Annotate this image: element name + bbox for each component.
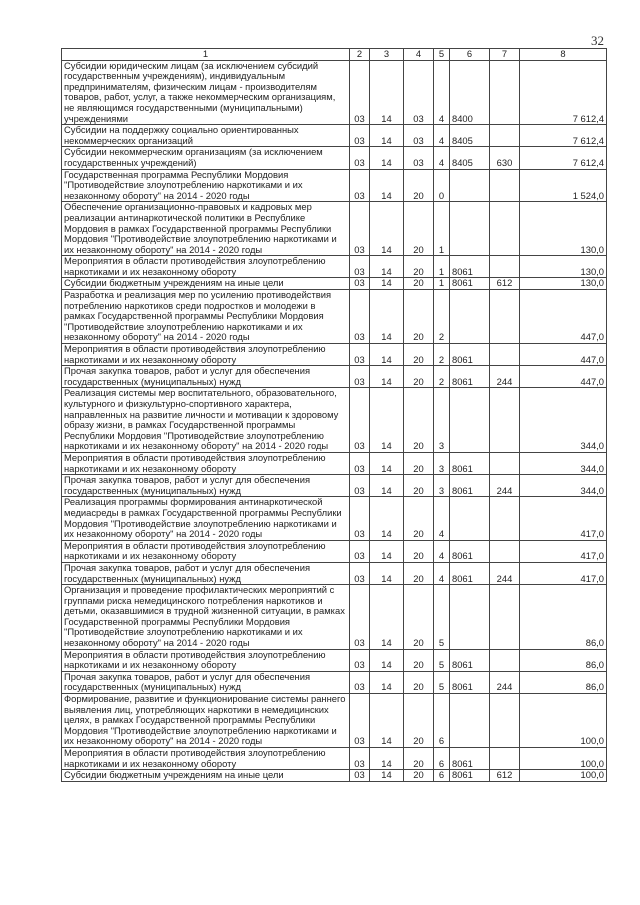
row-code-3: 14	[370, 497, 404, 540]
row-code-7	[490, 344, 520, 366]
row-code-2: 03	[350, 671, 370, 693]
row-code-2: 03	[350, 344, 370, 366]
row-name: Прочая закупка товаров, работ и услуг для обеспечения государственных (муниципальных) нужд	[62, 475, 350, 497]
row-name: Субсидии юридическим лицам (за исключением субсидий государственным учреждениям), индивидуальным предпринимателям, физическим лицам - производителям товаров, работ, услуг, а также некоммерческим организациям, не являющимся государственными (муниципальными) учреждениями	[62, 60, 350, 125]
row-code-4: 20	[404, 388, 434, 453]
table-row	[62, 366, 607, 388]
row-amount: 86,0	[520, 671, 607, 693]
row-code-4: 20	[404, 671, 434, 693]
row-amount: 417,0	[520, 497, 607, 540]
row-code-5: 4	[434, 562, 450, 584]
row-code-7	[490, 452, 520, 474]
row-code-2: 03	[350, 770, 370, 782]
row-code-4: 20	[404, 497, 434, 540]
row-code-2: 03	[350, 60, 370, 125]
row-code-2: 03	[350, 147, 370, 169]
row-code-7: 612	[490, 278, 520, 290]
row-code-6	[450, 497, 490, 540]
row-code-5: 4	[434, 540, 450, 562]
row-amount: 130,0	[520, 202, 607, 256]
row-code-6: 8061	[450, 540, 490, 562]
row-amount: 100,0	[520, 694, 607, 748]
row-code-2: 03	[350, 290, 370, 344]
table-row	[62, 748, 607, 770]
row-code-3: 14	[370, 585, 404, 650]
row-code-7	[490, 540, 520, 562]
row-code-3: 14	[370, 388, 404, 453]
row-code-2: 03	[350, 649, 370, 671]
row-code-7: 630	[490, 147, 520, 169]
row-code-5: 6	[434, 748, 450, 770]
row-code-6	[450, 202, 490, 256]
row-code-2: 03	[350, 366, 370, 388]
row-code-2: 03	[350, 475, 370, 497]
column-header: 7	[490, 49, 520, 61]
row-name: Организация и проведение профилактических мероприятий с группами риска немедицинского потребления наркотиков и детьми, оказавшимися в трудной жизненной ситуации, в рамках Государственной программы Республики Мордовия "Противодействие злоупотреблению наркотиками и их незаконному обороту" на 2014 - 2020 годы	[62, 585, 350, 650]
row-name: Субсидии бюджетным учреждениям на иные цели	[62, 278, 350, 290]
row-amount: 417,0	[520, 562, 607, 584]
row-code-5: 0	[434, 169, 450, 202]
row-code-2: 03	[350, 694, 370, 748]
row-code-3: 14	[370, 452, 404, 474]
table-row	[62, 125, 607, 147]
row-code-7: 244	[490, 475, 520, 497]
row-code-5: 5	[434, 671, 450, 693]
row-code-3: 14	[370, 344, 404, 366]
row-code-3: 14	[370, 278, 404, 290]
row-code-4: 20	[404, 770, 434, 782]
row-code-6	[450, 169, 490, 202]
row-name: Мероприятия в области противодействия злоупотреблению наркотиками и их незаконному обороту	[62, 748, 350, 770]
row-code-7	[490, 256, 520, 278]
row-code-7	[490, 202, 520, 256]
row-code-2: 03	[350, 202, 370, 256]
row-code-7	[490, 125, 520, 147]
table-row	[62, 770, 607, 782]
row-code-6	[450, 290, 490, 344]
row-code-7	[490, 748, 520, 770]
row-code-4: 03	[404, 125, 434, 147]
row-code-4: 20	[404, 290, 434, 344]
row-code-4: 20	[404, 649, 434, 671]
row-code-4: 20	[404, 540, 434, 562]
row-code-2: 03	[350, 585, 370, 650]
row-code-3: 14	[370, 649, 404, 671]
row-amount: 417,0	[520, 540, 607, 562]
row-code-3: 14	[370, 290, 404, 344]
table-row	[62, 694, 607, 748]
row-code-6: 8061	[450, 278, 490, 290]
row-code-6: 8061	[450, 649, 490, 671]
row-code-3: 14	[370, 562, 404, 584]
table-row	[62, 60, 607, 125]
row-code-7	[490, 60, 520, 125]
row-code-6: 8405	[450, 147, 490, 169]
row-code-2: 03	[350, 169, 370, 202]
row-code-4: 03	[404, 60, 434, 125]
row-amount: 447,0	[520, 290, 607, 344]
row-name: Субсидии на поддержку социально ориентированных некоммерческих организаций	[62, 125, 350, 147]
budget-table	[61, 48, 607, 782]
row-name: Мероприятия в области противодействия злоупотреблению наркотиками и их незаконному обороту	[62, 256, 350, 278]
row-code-4: 20	[404, 452, 434, 474]
header-row	[62, 49, 607, 61]
row-code-3: 14	[370, 147, 404, 169]
row-amount: 7 612,4	[520, 147, 607, 169]
row-code-6: 8400	[450, 60, 490, 125]
row-amount: 344,0	[520, 452, 607, 474]
row-code-6	[450, 388, 490, 453]
row-code-2: 03	[350, 540, 370, 562]
table-row	[62, 202, 607, 256]
column-header: 6	[450, 49, 490, 61]
row-amount: 344,0	[520, 388, 607, 453]
row-amount: 344,0	[520, 475, 607, 497]
row-code-3: 14	[370, 748, 404, 770]
row-code-2: 03	[350, 452, 370, 474]
table-row	[62, 452, 607, 474]
row-code-5: 1	[434, 256, 450, 278]
row-code-5: 3	[434, 388, 450, 453]
row-code-3: 14	[370, 671, 404, 693]
table-row	[62, 585, 607, 650]
table-row	[62, 388, 607, 453]
column-header: 3	[370, 49, 404, 61]
row-code-6: 8405	[450, 125, 490, 147]
table-row	[62, 147, 607, 169]
row-name: Формирование, развитие и функционирование системы раннего выявления лиц, употребляющих наркотики в немедицинских целях, в рамках Государственной программы Республики Мордовия "Противодействие злоупотреблению наркотиками и их незаконному обороту" на 2014 - 2020 годы	[62, 694, 350, 748]
row-code-4: 20	[404, 366, 434, 388]
row-code-4: 20	[404, 694, 434, 748]
row-code-7	[490, 388, 520, 453]
row-code-6	[450, 694, 490, 748]
row-name: Разработка и реализация мер по усилению противодействия потреблению наркотиков среди подростков и молодежи в рамках Государственной программы Республики Мордовия "Противодействие злоупотреблению наркотиками и их незаконному обороту" на 2014 - 2020 годы	[62, 290, 350, 344]
row-name: Мероприятия в области противодействия злоупотреблению наркотиками и их незаконному обороту	[62, 452, 350, 474]
row-code-7	[490, 169, 520, 202]
row-name: Субсидии некоммерческим организациям (за исключением государственных учреждений)	[62, 147, 350, 169]
row-code-4: 20	[404, 475, 434, 497]
table-row	[62, 256, 607, 278]
row-code-6: 8061	[450, 748, 490, 770]
row-name: Мероприятия в области противодействия злоупотреблению наркотиками и их незаконному обороту	[62, 649, 350, 671]
row-code-7: 244	[490, 366, 520, 388]
table-row	[62, 671, 607, 693]
row-code-2: 03	[350, 562, 370, 584]
table-row	[62, 649, 607, 671]
row-code-3: 14	[370, 475, 404, 497]
row-name: Мероприятия в области противодействия злоупотреблению наркотиками и их незаконному обороту	[62, 344, 350, 366]
row-name: Прочая закупка товаров, работ и услуг для обеспечения государственных (муниципальных) нужд	[62, 671, 350, 693]
column-header: 8	[520, 49, 607, 61]
row-code-2: 03	[350, 497, 370, 540]
row-code-5: 3	[434, 475, 450, 497]
table-row	[62, 344, 607, 366]
row-amount: 130,0	[520, 256, 607, 278]
row-code-5: 1	[434, 202, 450, 256]
row-name: Реализация системы мер воспитательного, образовательного, культурного и физкультурно-спортивного характера, направленных на развитие личности и мотивации к здоровому образу жизни, в рамках Государственной программы Республики Мордовия "Противодействие злоупотреблению наркотиками и их незаконному обороту" на 2014 - 2020 годы	[62, 388, 350, 453]
row-name: Мероприятия в области противодействия злоупотреблению наркотиками и их незаконному обороту	[62, 540, 350, 562]
row-code-2: 03	[350, 278, 370, 290]
row-amount: 447,0	[520, 366, 607, 388]
row-name: Обеспечение организационно-правовых и кадровых мер реализации антинаркотической политики в Республике Мордовия в рамках Государственной программы Республики Мордовия "Противодействие злоупотреблению наркотиками и их незаконному обороту" на 2014 - 2020 годы	[62, 202, 350, 256]
row-code-7: 612	[490, 770, 520, 782]
row-code-4: 20	[404, 562, 434, 584]
row-name: Прочая закупка товаров, работ и услуг для обеспечения государственных (муниципальных) нужд	[62, 366, 350, 388]
row-code-4: 20	[404, 748, 434, 770]
row-code-5: 6	[434, 694, 450, 748]
row-code-7	[490, 694, 520, 748]
row-code-5: 4	[434, 497, 450, 540]
row-amount: 86,0	[520, 585, 607, 650]
row-amount: 7 612,4	[520, 60, 607, 125]
row-code-2: 03	[350, 256, 370, 278]
row-code-6: 8061	[450, 475, 490, 497]
row-code-7	[490, 649, 520, 671]
row-name: Прочая закупка товаров, работ и услуг для обеспечения государственных (муниципальных) нужд	[62, 562, 350, 584]
table-row	[62, 278, 607, 290]
row-code-5: 4	[434, 60, 450, 125]
table-row	[62, 540, 607, 562]
row-code-6: 8061	[450, 344, 490, 366]
row-code-5: 6	[434, 770, 450, 782]
row-code-5: 5	[434, 649, 450, 671]
row-amount: 447,0	[520, 344, 607, 366]
row-code-6: 8061	[450, 452, 490, 474]
row-code-4: 03	[404, 147, 434, 169]
row-code-5: 4	[434, 125, 450, 147]
row-code-4: 20	[404, 585, 434, 650]
row-amount: 100,0	[520, 770, 607, 782]
table-row	[62, 169, 607, 202]
row-code-5: 2	[434, 290, 450, 344]
row-code-3: 14	[370, 540, 404, 562]
row-code-4: 20	[404, 202, 434, 256]
row-name: Реализация программы формирования антинаркотической медиасреды в рамках Государственной программы Республики Мордовия "Противодействие злоупотреблению наркотиками и их незаконному обороту" на 2014 - 2020 годы	[62, 497, 350, 540]
row-code-2: 03	[350, 748, 370, 770]
page-number: 32	[591, 33, 604, 48]
row-code-5: 5	[434, 585, 450, 650]
row-code-7: 244	[490, 671, 520, 693]
row-code-7	[490, 497, 520, 540]
column-header: 4	[404, 49, 434, 61]
row-code-6	[450, 585, 490, 650]
row-code-6: 8061	[450, 562, 490, 584]
row-code-4: 20	[404, 256, 434, 278]
table-row	[62, 562, 607, 584]
row-amount: 86,0	[520, 649, 607, 671]
row-name: Субсидии бюджетным учреждениям на иные цели	[62, 770, 350, 782]
row-code-5: 3	[434, 452, 450, 474]
row-amount: 100,0	[520, 748, 607, 770]
column-header: 5	[434, 49, 450, 61]
row-code-2: 03	[350, 125, 370, 147]
row-code-6: 8061	[450, 366, 490, 388]
row-code-5: 2	[434, 344, 450, 366]
row-code-7	[490, 585, 520, 650]
row-code-3: 14	[370, 125, 404, 147]
row-amount: 130,0	[520, 278, 607, 290]
row-code-7: 244	[490, 562, 520, 584]
row-code-3: 14	[370, 60, 404, 125]
row-amount: 7 612,4	[520, 125, 607, 147]
row-code-5: 4	[434, 147, 450, 169]
row-code-3: 14	[370, 694, 404, 748]
row-code-6: 8061	[450, 671, 490, 693]
row-code-6: 8061	[450, 256, 490, 278]
row-code-4: 20	[404, 169, 434, 202]
row-code-4: 20	[404, 278, 434, 290]
row-code-5: 2	[434, 366, 450, 388]
row-code-2: 03	[350, 388, 370, 453]
row-name: Государственная программа Республики Мордовия "Противодействие злоупотреблению наркотиками и их незаконному обороту" на 2014 - 2020 годы	[62, 169, 350, 202]
row-code-3: 14	[370, 256, 404, 278]
row-code-7	[490, 290, 520, 344]
table-row	[62, 290, 607, 344]
column-header: 1	[62, 49, 350, 61]
row-code-3: 14	[370, 202, 404, 256]
row-code-3: 14	[370, 169, 404, 202]
row-amount: 1 524,0	[520, 169, 607, 202]
row-code-3: 14	[370, 366, 404, 388]
column-header: 2	[350, 49, 370, 61]
row-code-5: 1	[434, 278, 450, 290]
row-code-3: 14	[370, 770, 404, 782]
table-row	[62, 497, 607, 540]
row-code-4: 20	[404, 344, 434, 366]
table-row	[62, 475, 607, 497]
row-code-6: 8061	[450, 770, 490, 782]
